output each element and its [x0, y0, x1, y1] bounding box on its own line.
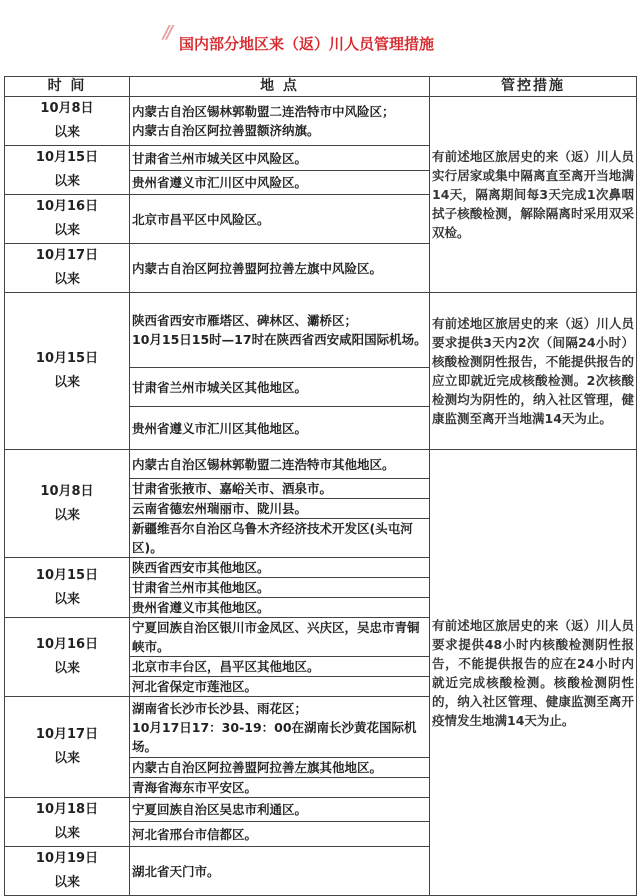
date-label: 10月16日: [35, 199, 99, 214]
date-label: 10月18日: [35, 802, 99, 817]
since-label: 以来: [53, 375, 80, 390]
time-cell: [5, 847, 130, 896]
place-cell: 北京市丰台区，昌平区其他地区。: [130, 657, 430, 677]
title-decoration-icon: //: [163, 22, 171, 43]
time-cell: [5, 293, 130, 450]
date-label: 10月19日: [35, 851, 99, 866]
place-cell: 北京市昌平区中风险区。: [130, 195, 430, 244]
place-cell: 甘肃省张掖市、嘉峪关市、酒泉市。: [130, 479, 430, 499]
since-label: 以来: [53, 125, 80, 140]
place-cell: 湖南省长沙市长沙县、雨花区； 10月17日17：30-19：00在湖南长沙黄花国际机场。: [130, 697, 430, 758]
place-cell: 贵州省遵义市汇川区其他地区。: [130, 407, 430, 450]
since-label: 以来: [53, 223, 80, 238]
date-label: 10月8日: [40, 483, 94, 499]
time-cell: [5, 618, 130, 697]
measures-table: [4, 76, 637, 896]
time-cell: [5, 450, 130, 558]
since-label: 以来: [53, 174, 80, 189]
place-cell: 内蒙古自治区锡林郭勒盟二连浩特市其他地区。: [130, 450, 430, 479]
date-label: 10月15日: [35, 150, 99, 165]
date-label: 10月16日: [35, 637, 99, 652]
place-cell: 贵州省遵义市其他地区。: [130, 598, 430, 618]
date-label: 10月15日: [35, 351, 99, 366]
since-label: 以来: [53, 661, 80, 676]
date-label: 10月17日: [35, 248, 99, 263]
place-cell: 宁夏回族自治区银川市金凤区、兴庆区，吴忠市青铜峡市。: [130, 618, 430, 657]
table-row: [5, 293, 637, 368]
place-cell: 青海省海东市平安区。: [130, 778, 430, 798]
date-label: 10月15日: [35, 567, 99, 583]
place-cell: 贵州省遵义市汇川区中风险区。: [130, 171, 430, 195]
place-cell: 甘肃省兰州市城关区其他地区。: [130, 368, 430, 407]
since-label: 以来: [53, 826, 80, 841]
place-cell: 湖北省天门市。: [130, 847, 430, 896]
table-row: [5, 97, 637, 146]
time-cell: [5, 195, 130, 244]
time-cell: [5, 798, 130, 847]
place-cell: 内蒙古自治区阿拉善盟阿拉善左旗中风险区。: [130, 244, 430, 293]
since-label: 以来: [53, 507, 80, 523]
place-cell: 陕西省西安市雁塔区、碑林区、灞桥区； 10月15日15时—17时在陕西省西安咸阳国际机场。: [130, 293, 430, 368]
date-label: 10月8日: [40, 101, 94, 116]
place-cell: 陕西省西安市其他地区。: [130, 558, 430, 578]
date-label: 10月17日: [35, 727, 99, 742]
table-row: [5, 450, 637, 479]
measure-cell: 有前述地区旅居史的来（返）川人员要求提供3天内2次（间隔24小时）核酸检测阴性报告，不能提供报告的应立即就近完成核酸检测。2次核酸检测均为阴性的，纳入社区管理，健康监测至离开当地满14天为止。: [430, 293, 637, 450]
place-cell: 新疆维吾尔自治区乌鲁木齐经济技术开发区(头屯河区)。: [130, 519, 430, 558]
since-label: 以来: [53, 272, 80, 287]
place-cell: 河北省邢台市信都区。: [130, 822, 430, 847]
header-measure: 管控措施: [430, 77, 637, 97]
place-cell: 云南省德宏州瑞丽市、陇川县。: [130, 499, 430, 519]
place-cell: 甘肃省兰州市其他地区。: [130, 578, 430, 598]
time-cell: [5, 97, 130, 146]
page-title: 国内部分地区来（返）川人员管理措施: [179, 35, 435, 53]
place-cell: 河北省保定市莲池区。: [130, 677, 430, 697]
header-place: 地 点: [130, 77, 430, 97]
header-time: 时 间: [5, 77, 130, 97]
since-label: 以来: [53, 751, 80, 766]
time-cell: [5, 146, 130, 195]
time-cell: [5, 558, 130, 618]
measure-cell: 有前述地区旅居史的来（返）川人员要求提供48小时内核酸检测阴性报告，不能提供报告的应在24小时内就近完成核酸检测。核酸检测阴性的，纳入社区管理、健康监测至离开疫情发生地满14天为止。: [430, 450, 637, 896]
time-cell: [5, 244, 130, 293]
since-label: 以来: [53, 875, 80, 890]
place-cell: 宁夏回族自治区吴忠市利通区。: [130, 798, 430, 822]
place-cell: 甘肃省兰州市城关区中风险区。: [130, 146, 430, 171]
measure-cell: 有前述地区旅居史的来（返）川人员实行居家或集中隔离直至离开当地满14天，隔离期间每3天完成1次鼻咽拭子核酸检测，解除隔离时采用双采双检。: [430, 97, 637, 293]
time-cell: [5, 697, 130, 798]
since-label: 以来: [53, 591, 80, 607]
place-cell: 内蒙古自治区阿拉善盟阿拉善左旗其他地区。: [130, 758, 430, 778]
table-header-row: [5, 77, 637, 97]
place-cell: 内蒙古自治区锡林郭勒盟二连浩特市中风险区； 内蒙古自治区阿拉善盟额济纳旗。: [130, 97, 430, 146]
